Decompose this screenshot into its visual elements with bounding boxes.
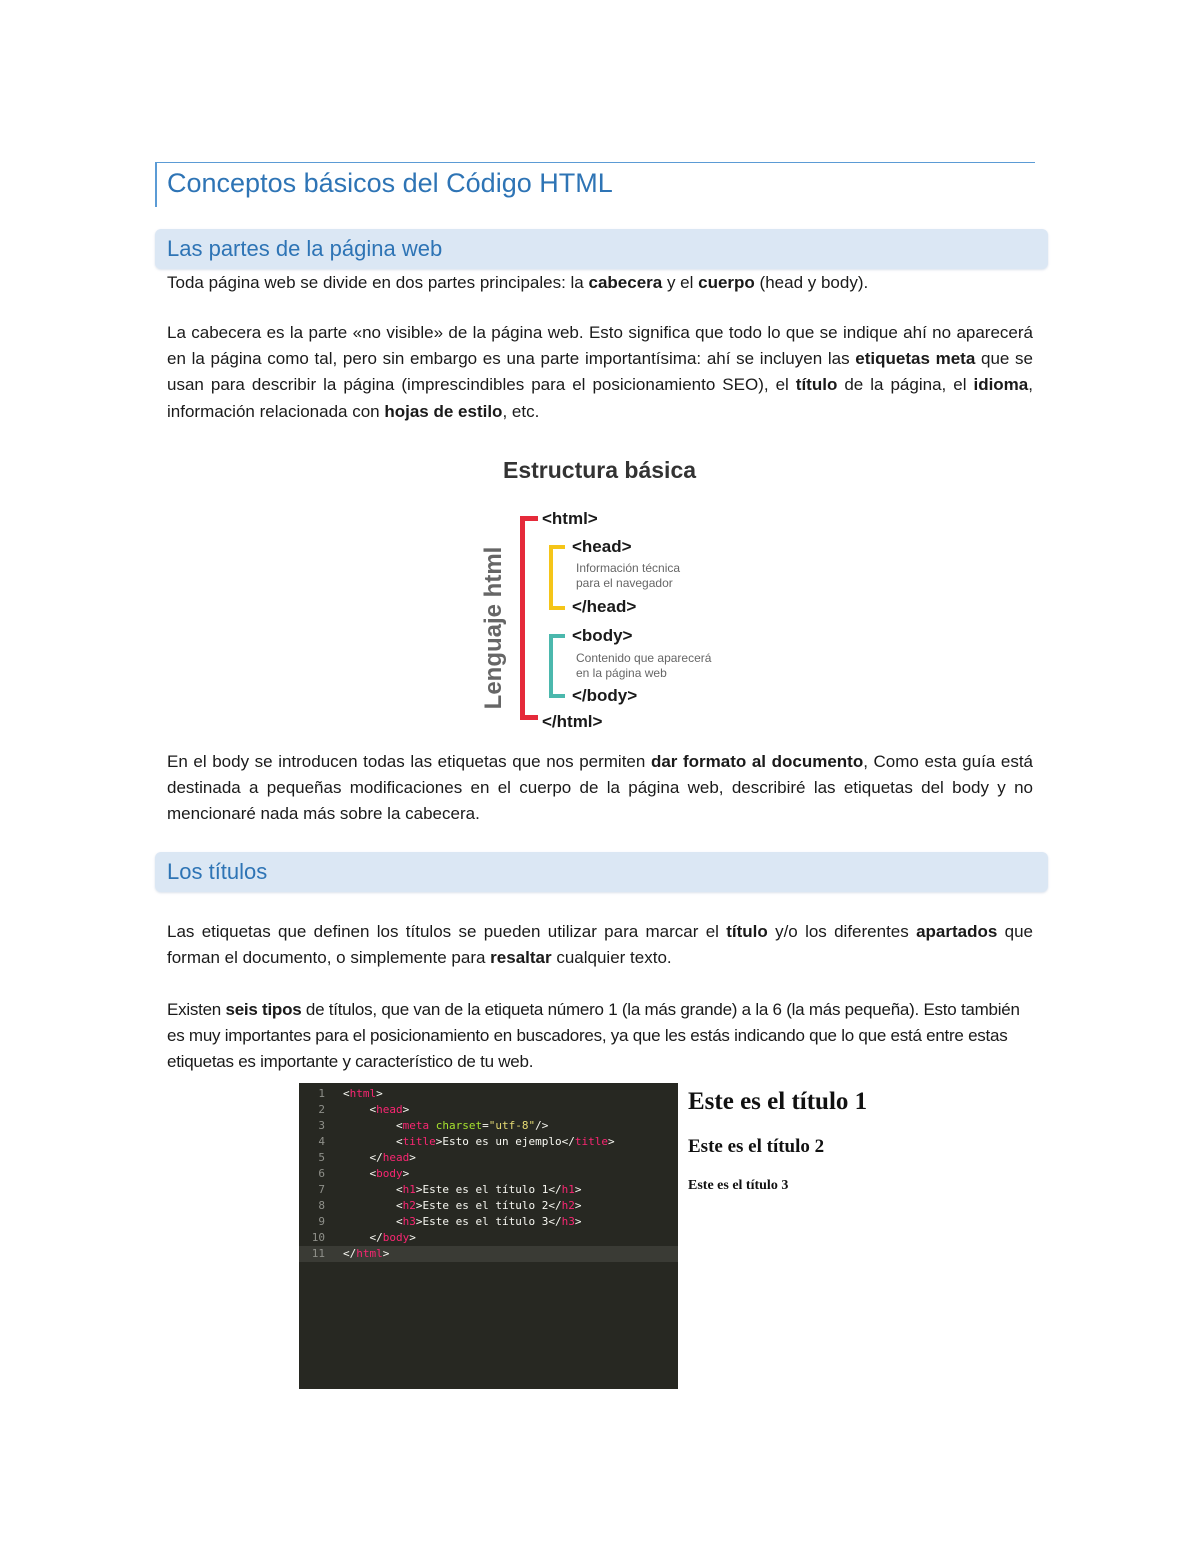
- text-span: que se usan para describir la página (imprescindibles para el posicionamiento SEO), el: [167, 349, 1033, 395]
- paragraph-body: [167, 749, 1033, 828]
- code-tag: title: [402, 1135, 436, 1148]
- text-span: y el: [662, 273, 699, 292]
- code-attribute: charset: [435, 1119, 483, 1132]
- bold-text: apartados: [916, 922, 998, 941]
- body-open-tag: <body>: [572, 626, 633, 645]
- bold-text: resaltar: [490, 948, 552, 968]
- code-line-current: [299, 1246, 678, 1262]
- line-number: 11: [311, 1247, 325, 1260]
- text-span: (head y body).: [754, 273, 869, 292]
- code-tag: head: [376, 1103, 403, 1116]
- document-title: Conceptos básicos del Código HTML: [167, 168, 613, 198]
- text-span: , etc.: [502, 401, 540, 421]
- code-line: [299, 1086, 678, 1102]
- bold-text: cuerpo: [698, 273, 755, 292]
- body-note-line-2: en la página web: [576, 666, 667, 680]
- code-line: [299, 1118, 678, 1134]
- line-number: 10: [311, 1231, 325, 1244]
- text-span: , Como esta guía está destinada a pequeñas modificaciones en el cuerpo de la página web, describiré las etiquetas del body y no mencionaré nada más sobre la cabecera.: [167, 752, 1033, 824]
- paragraph-intro: [167, 270, 1033, 296]
- line-number: 3: [318, 1119, 325, 1132]
- code-line: [299, 1102, 678, 1118]
- section-heading-band-partes: [155, 229, 1048, 269]
- code-string: "utf-8": [488, 1119, 536, 1132]
- code-line: [299, 1166, 678, 1182]
- code-content: Esto es un ejemplo: [442, 1135, 562, 1148]
- code-text: <meta charset="utf-8"/>: [343, 1119, 549, 1132]
- paragraph-cabecera: [167, 320, 1033, 425]
- rendered-heading-3: Este es el título 3: [688, 1178, 789, 1193]
- head-note-line-1: Información técnica: [576, 561, 681, 575]
- code-tag: h1: [561, 1183, 575, 1196]
- code-tag: html: [349, 1087, 377, 1100]
- text-span: Las etiquetas que definen los títulos se pueden utilizar para marcar el: [167, 922, 727, 941]
- code-tag: meta: [402, 1119, 430, 1132]
- code-text: <h2>Este es el título 2</h2>: [343, 1199, 582, 1212]
- section-heading-band-titulos: [155, 852, 1048, 892]
- code-text: </body>: [343, 1231, 416, 1244]
- code-tag: h3: [561, 1215, 575, 1228]
- line-number: 6: [318, 1167, 325, 1180]
- code-line: [299, 1150, 678, 1166]
- code-tag: title: [574, 1135, 608, 1148]
- text-span: y/o los diferentes: [767, 922, 917, 941]
- head-open-tag: <head>: [572, 537, 632, 556]
- line-number: 2: [318, 1103, 325, 1116]
- text-span: cualquier texto.: [551, 948, 672, 968]
- text-span: Toda página web se divide en dos partes principales: la: [167, 273, 589, 292]
- text-span: La cabecera es la parte «no visible» de la página web. Esto significa que todo lo que se indique ahí no aparecerá en la página como tal, pero sin embargo es una parte importantísima: ahí se incluyen las: [167, 323, 1033, 369]
- diagram-side-label: Lenguaje html: [480, 546, 507, 710]
- title-rule: [155, 162, 1035, 163]
- code-tag: head: [382, 1151, 410, 1164]
- html-open-tag: <html>: [542, 509, 598, 528]
- code-text: </head>: [343, 1151, 416, 1164]
- line-number: 9: [318, 1215, 325, 1228]
- body-note-line-1: Contenido que aparecerá: [576, 651, 712, 665]
- rendered-heading-2: Este es el título 2: [688, 1136, 825, 1157]
- code-tag: body: [376, 1167, 403, 1180]
- bold-text: dar formato al documento: [650, 752, 864, 771]
- code-content: Este es el título 2: [422, 1199, 549, 1212]
- text-span: En el body se introducen todas las etiquetas que nos permiten: [167, 752, 651, 771]
- code-line: [299, 1214, 678, 1230]
- html-close-tag: </html>: [542, 712, 603, 731]
- code-content: Este es el título 3: [422, 1215, 549, 1228]
- code-editor-screenshot: [299, 1083, 678, 1389]
- code-tag: h2: [561, 1199, 575, 1212]
- section-heading-partes: Las partes de la página web: [167, 236, 443, 261]
- text-span: que forman el documento, o simplemente para: [167, 922, 1033, 968]
- paragraph-seis-tipos: [167, 997, 1033, 1076]
- code-text: <body>: [343, 1167, 410, 1180]
- text-span: de la página, el: [837, 375, 974, 395]
- code-text: <h3>Este es el título 3</h3>: [343, 1215, 582, 1228]
- code-tag: h2: [402, 1199, 416, 1212]
- body-close-tag: </body>: [572, 686, 638, 705]
- code-line: [299, 1182, 678, 1198]
- diagram-title: Estructura básica: [503, 457, 697, 483]
- bold-text: título: [726, 922, 768, 941]
- code-line: [299, 1198, 678, 1214]
- code-text: <html>: [343, 1087, 383, 1100]
- html-structure-diagram: [480, 452, 730, 737]
- section-heading-titulos: Los títulos: [167, 859, 268, 884]
- code-text: <title>Esto es un ejemplo</title>: [343, 1135, 615, 1148]
- head-bracket: [549, 545, 565, 610]
- text-span: Existen: [167, 1000, 226, 1019]
- code-text: <h1>Este es el título 1</h1>: [343, 1183, 582, 1196]
- line-number: 1: [318, 1087, 325, 1100]
- bold-text: hojas de estilo: [384, 401, 503, 421]
- bold-text: título: [795, 375, 838, 395]
- head-close-tag: </head>: [572, 597, 637, 616]
- code-tag: h3: [402, 1215, 416, 1228]
- bold-text: etiquetas meta: [855, 349, 976, 369]
- line-number: 4: [318, 1135, 325, 1148]
- code-line: [299, 1230, 678, 1246]
- code-tag: body: [382, 1231, 410, 1244]
- html-bracket: [520, 516, 538, 720]
- line-number: 5: [318, 1151, 325, 1164]
- bold-text: seis tipos: [225, 1000, 302, 1019]
- body-bracket: [549, 634, 565, 698]
- paragraph-etiquetas-titulos: [167, 919, 1033, 971]
- line-number: 8: [318, 1199, 325, 1212]
- text-span: , información relacionada con: [167, 375, 1033, 421]
- rendered-heading-1: Este es el título 1: [688, 1088, 868, 1115]
- line-number: 7: [318, 1183, 325, 1196]
- code-tag: h1: [402, 1183, 416, 1196]
- code-tag: html: [356, 1247, 383, 1260]
- code-content: Este es el título 1: [422, 1183, 549, 1196]
- document-title-block: [155, 162, 1035, 207]
- code-text: </html>: [343, 1247, 390, 1260]
- head-note-line-2: para el navegador: [576, 576, 673, 590]
- title-left-bar: [155, 162, 157, 207]
- bold-text: idioma: [973, 375, 1029, 395]
- text-span: de títulos, que van de la etiqueta número 1 (la más grande) a la 6 (la más pequeña). Esto también es muy importantes para el posicionamiento en buscadores, ya que les estás indicando que lo que está entre estas etiquetas es importante y característico de tu web.: [167, 1000, 1020, 1072]
- code-text: <head>: [343, 1103, 410, 1116]
- code-line: [299, 1134, 678, 1150]
- bold-text: cabecera: [588, 273, 663, 292]
